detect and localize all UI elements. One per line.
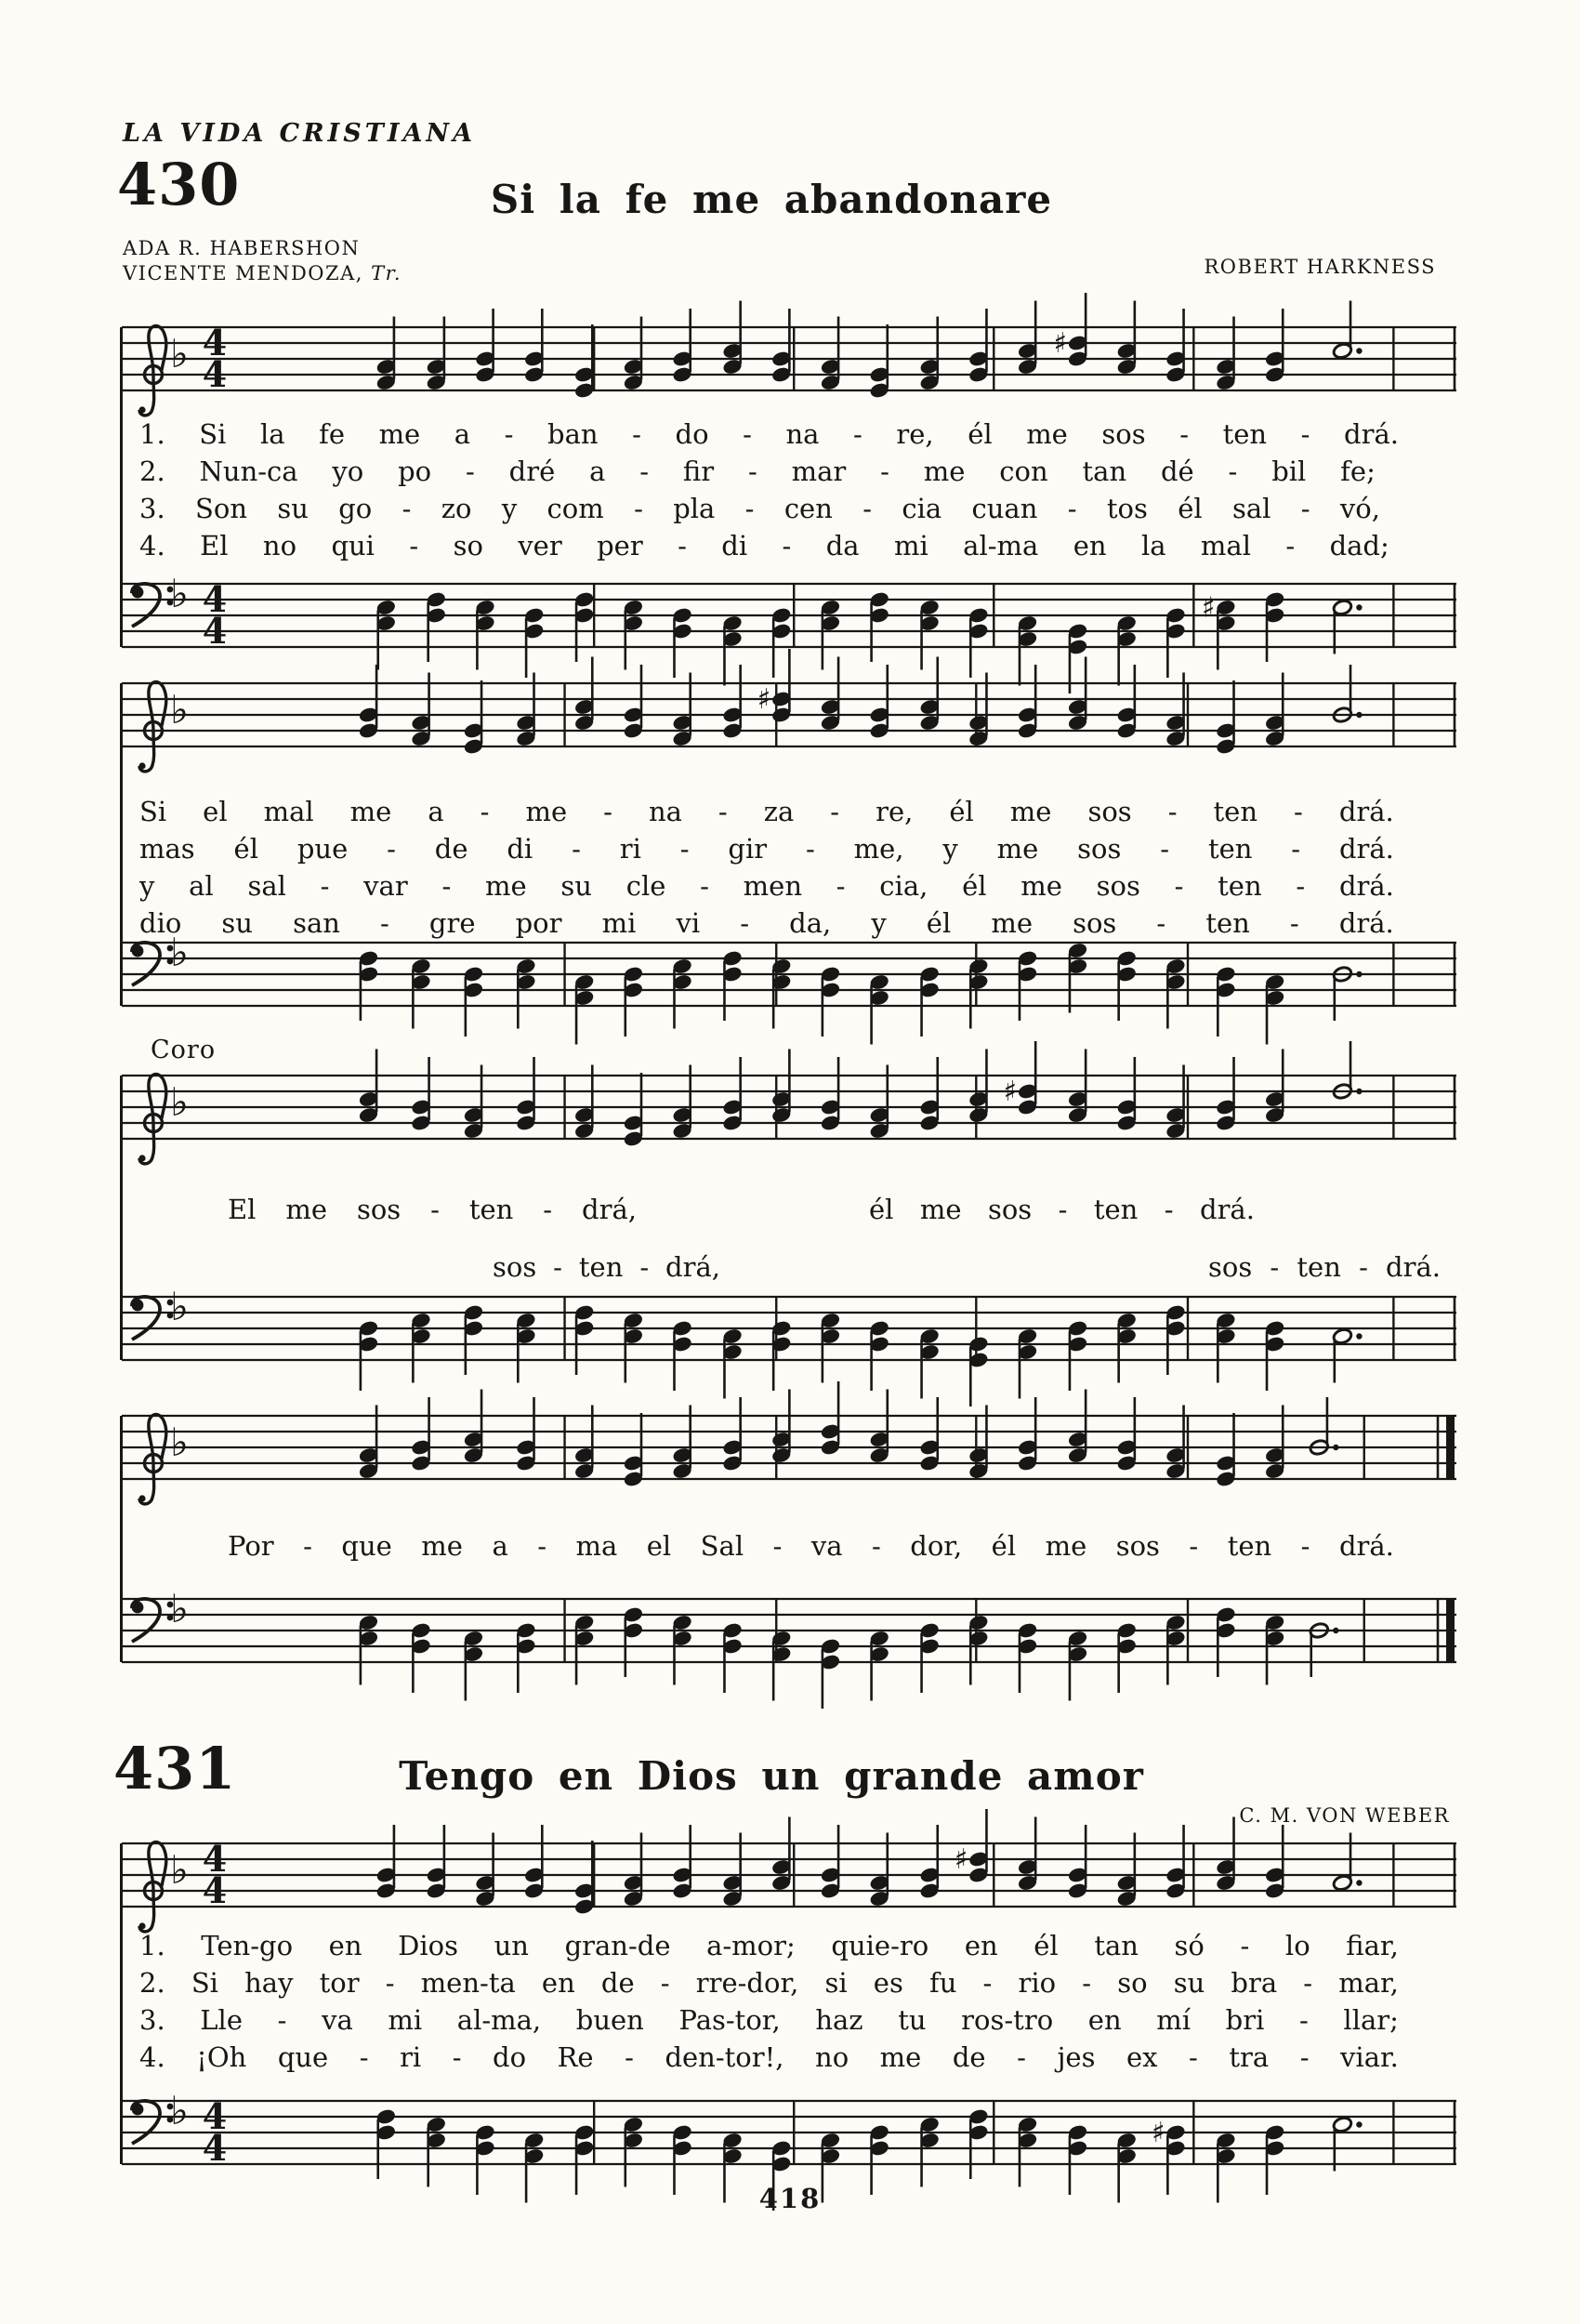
accidental: ♯ <box>1151 2117 1165 2149</box>
time-signature-digit: 4 <box>202 353 228 395</box>
flat-key-signature: ♭ <box>170 687 189 733</box>
time-signature-digit: 4 <box>202 2127 228 2169</box>
bass-clef-icon <box>132 584 174 627</box>
lyric-line: 1. Si la fe me a - ban - do - na - re, él me sos - ten - drá. <box>139 418 1399 450</box>
bass-clef-icon <box>132 943 174 985</box>
lyric-line: mas él pue - de di - ri - gir - me, y me sos - ten - drá. <box>139 833 1394 865</box>
lyric-line: dio su san - gre por mi vi - da, y él me sos - ten - drá. <box>139 907 1394 939</box>
hymn-430-composer: ROBERT HARKNESS <box>1204 256 1436 278</box>
hymn-430-number: 430 <box>117 151 241 218</box>
staff-430-system2-treble <box>122 629 1458 815</box>
lyric-line: Por - que me a - ma el Sal - va - dor, él me sos - ten - drá. <box>228 1530 1394 1562</box>
lyric-line: sos - ten - drá. <box>1208 1251 1441 1283</box>
accidental: ♯ <box>954 1843 968 1876</box>
lyric-line: sos - ten - drá, <box>493 1251 720 1283</box>
hymn-430-title: Si la fe me abandonare <box>490 177 1053 222</box>
flat-key-signature: ♭ <box>170 331 189 376</box>
bass-clef-icon <box>132 1297 174 1340</box>
staff-430-system1-treble <box>122 273 1458 459</box>
lyric-line: 4. ¡Oh que - ri - do Re - den-tor!, no me de - jes ex - tra - viar. <box>139 2041 1399 2073</box>
flat-key-signature: ♭ <box>170 1284 189 1329</box>
coro-label: Coro <box>151 1036 217 1064</box>
lyric-line: 4. El no qui - so ver per - di - da mi al-ma en la mal - dad; <box>139 530 1389 561</box>
flat-key-signature: ♭ <box>170 1586 189 1631</box>
time-signature-digit: 4 <box>202 578 228 620</box>
lyric-line: 2. Si hay tor - men-ta en de - rre-dor, si es fu - rio - so su bra - mar, <box>139 1967 1399 1999</box>
flat-key-signature: ♭ <box>170 930 189 975</box>
hymn-431-number: 431 <box>113 1735 237 1802</box>
treble-clef-icon <box>138 1075 165 1164</box>
flat-key-signature: ♭ <box>170 1079 189 1125</box>
staff-430-system4-bass <box>122 1545 1458 1731</box>
flat-key-signature: ♭ <box>170 571 189 616</box>
treble-clef-icon <box>138 1842 165 1932</box>
page-number: 418 <box>758 2183 822 2214</box>
staff-430-coro-treble <box>122 1022 1458 1208</box>
author-line-2: VICENTE MENDOZA, Tr. <box>123 262 402 284</box>
time-signature-digit: 4 <box>202 1838 228 1880</box>
flat-key-signature: ♭ <box>170 2088 189 2133</box>
lyric-line: y al sal - var - me su cle - men - cia, él me sos - ten - drá. <box>139 870 1394 902</box>
staff-431-system1-treble <box>122 1789 1458 1975</box>
lyric-line: El me sos - ten - drá, <box>228 1194 637 1225</box>
author-line-1: ADA R. HABERSHON <box>123 237 361 259</box>
treble-clef-icon <box>138 1415 165 1504</box>
lyric-line: 2. Nun-ca yo po - dré a - fir - mar - me con tan dé - bil fe; <box>139 456 1376 487</box>
lyric-line: 1. Ten-go en Dios un gran-de a-mor; quie-ro en él tan só - lo fiar, <box>139 1930 1399 1961</box>
time-signature-digit: 4 <box>202 2095 228 2137</box>
time-signature-digit: 4 <box>202 610 228 652</box>
translator-abbrev: Tr. <box>371 262 402 284</box>
treble-clef-icon <box>138 326 165 416</box>
lyric-line: Si el mal me a - me - na - za - re, él me sos - ten - drá. <box>139 796 1394 827</box>
accidental: ♯ <box>1053 327 1068 360</box>
hymn-431-composer: C. M. VON WEBER <box>1239 1804 1450 1827</box>
lyric-line: él me sos - ten - drá. <box>869 1194 1255 1225</box>
flat-key-signature: ♭ <box>170 1419 189 1465</box>
lyric-line: 3. Son su go - zo y com - pla - cen - cia cuan - tos él sal - vó, <box>139 493 1380 524</box>
accidental: ♯ <box>757 683 771 716</box>
staff-430-system4-treble <box>122 1362 1458 1548</box>
accidental: ♯ <box>1201 591 1216 625</box>
time-signature-digit: 4 <box>202 1869 228 1911</box>
flat-key-signature: ♭ <box>170 1847 189 1893</box>
bass-clef-icon <box>132 2101 174 2144</box>
lyric-line: 3. Lle - va mi al-ma, buen Pas-tor, haz tu ros-tro en mí bri - llar; <box>139 2004 1399 2036</box>
section-header: LA VIDA CRISTIANA <box>123 119 477 148</box>
treble-clef-icon <box>138 682 165 772</box>
accidental: ♯ <box>1003 1076 1018 1108</box>
hymn-431-title: Tengo en Dios un grande amor <box>399 1753 1144 1799</box>
time-signature-digit: 4 <box>202 322 228 363</box>
bass-clef-icon <box>132 1599 174 1642</box>
